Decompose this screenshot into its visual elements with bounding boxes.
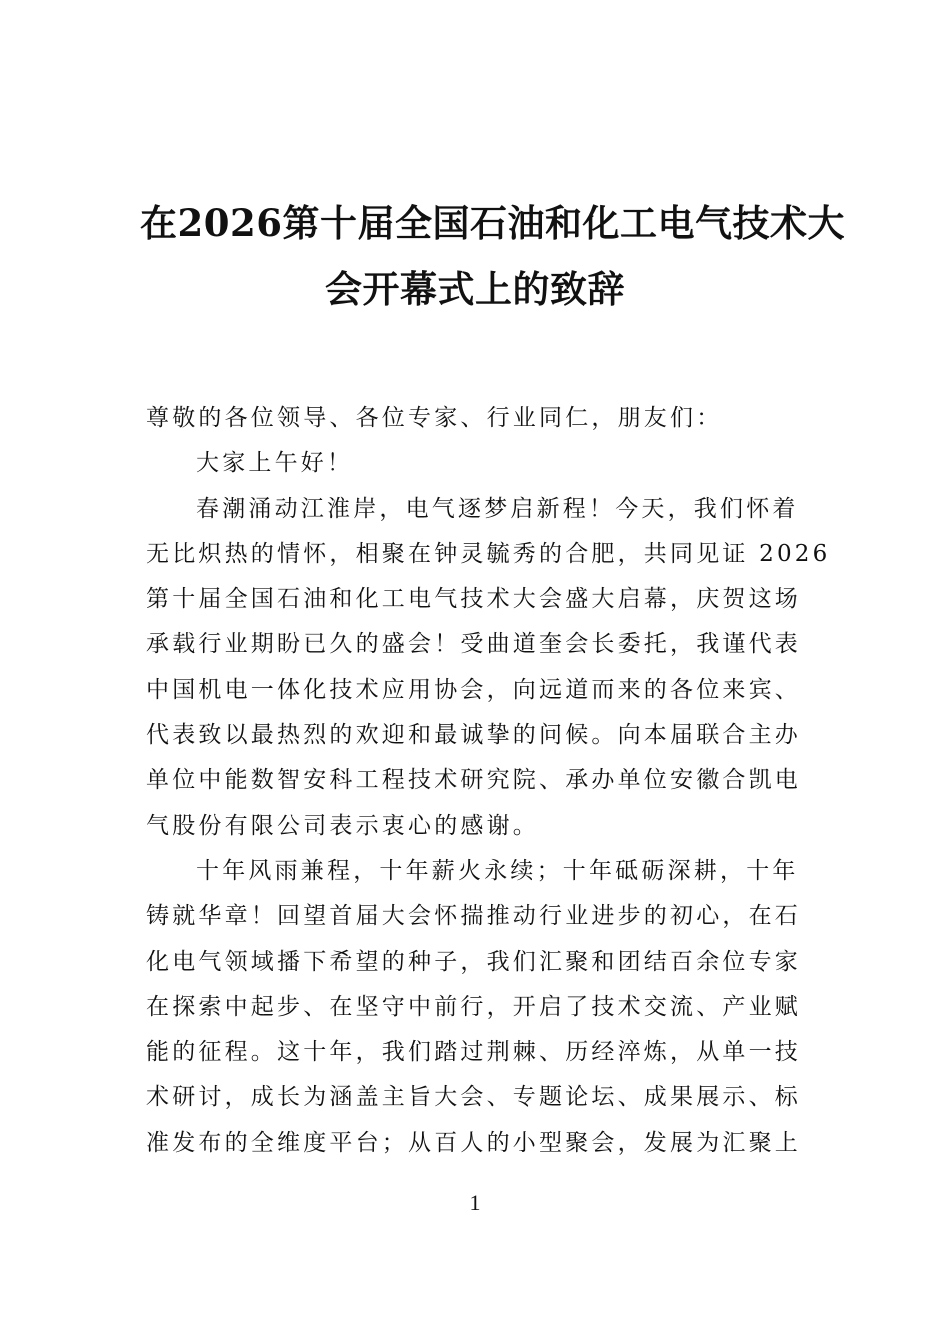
paragraph-1-line: 承载行业期盼已久的盛会！受曲道奎会长委托，我谨代表 bbox=[146, 631, 801, 658]
title-line-2: 会开幕式上的致辞 bbox=[325, 267, 625, 311]
paragraph-1-line: 单位中能数智安科工程技术研究院、承办单位安徽合凯电 bbox=[146, 767, 801, 794]
paragraph-1-line: 春潮涌动江淮岸，电气逐梦启新程！今天，我们怀着 bbox=[196, 495, 799, 522]
body-text bbox=[146, 396, 831, 1166]
paragraph-1-line: 中国机电一体化技术应用协会，向远道而来的各位来宾、 bbox=[146, 676, 801, 703]
paragraph-2-line: 铸就华章！回望首届大会怀揣推动行业进步的初心，在石 bbox=[146, 903, 801, 930]
title-line-1: 在2026第十届全国石油和化工电气技术大 bbox=[140, 201, 845, 245]
salutation: 尊敬的各位领导、各位专家、行业同仁，朋友们： bbox=[146, 405, 723, 431]
paragraph-2-line: 准发布的全维度平台；从百人的小型聚会，发展为汇聚上 bbox=[146, 1129, 801, 1156]
paragraph-1-line: 气股份有限公司表示衷心的感谢。 bbox=[146, 812, 539, 839]
paragraph-1-line: 无比炽热的情怀，相聚在钟灵毓秀的合肥，共同见证 2026 bbox=[146, 540, 831, 567]
page-title bbox=[140, 190, 845, 322]
page-number: 1 bbox=[469, 1190, 481, 1215]
paragraph-1-line: 第十届全国石油和化工电气技术大会盛大启幕，庆贺这场 bbox=[146, 586, 801, 613]
paragraph-2-line: 能的征程。这十年，我们踏过荆棘、历经淬炼，从单一技 bbox=[146, 1039, 801, 1066]
greeting: 大家上午好！ bbox=[196, 450, 354, 477]
paragraph-1-line: 代表致以最热烈的欢迎和最诚挚的问候。向本届联合主办 bbox=[146, 722, 801, 749]
paragraph-2-line: 术研讨，成长为涵盖主旨大会、专题论坛、成果展示、标 bbox=[146, 1084, 801, 1111]
paragraph-2-line: 在探索中起步、在坚守中前行，开启了技术交流、产业赋 bbox=[146, 993, 801, 1020]
paragraph-2-line: 十年风雨兼程，十年薪火永续；十年砥砺深耕，十年 bbox=[196, 857, 799, 884]
paragraph-2-line: 化电气领域播下希望的种子，我们汇聚和团结百余位专家 bbox=[146, 948, 801, 975]
